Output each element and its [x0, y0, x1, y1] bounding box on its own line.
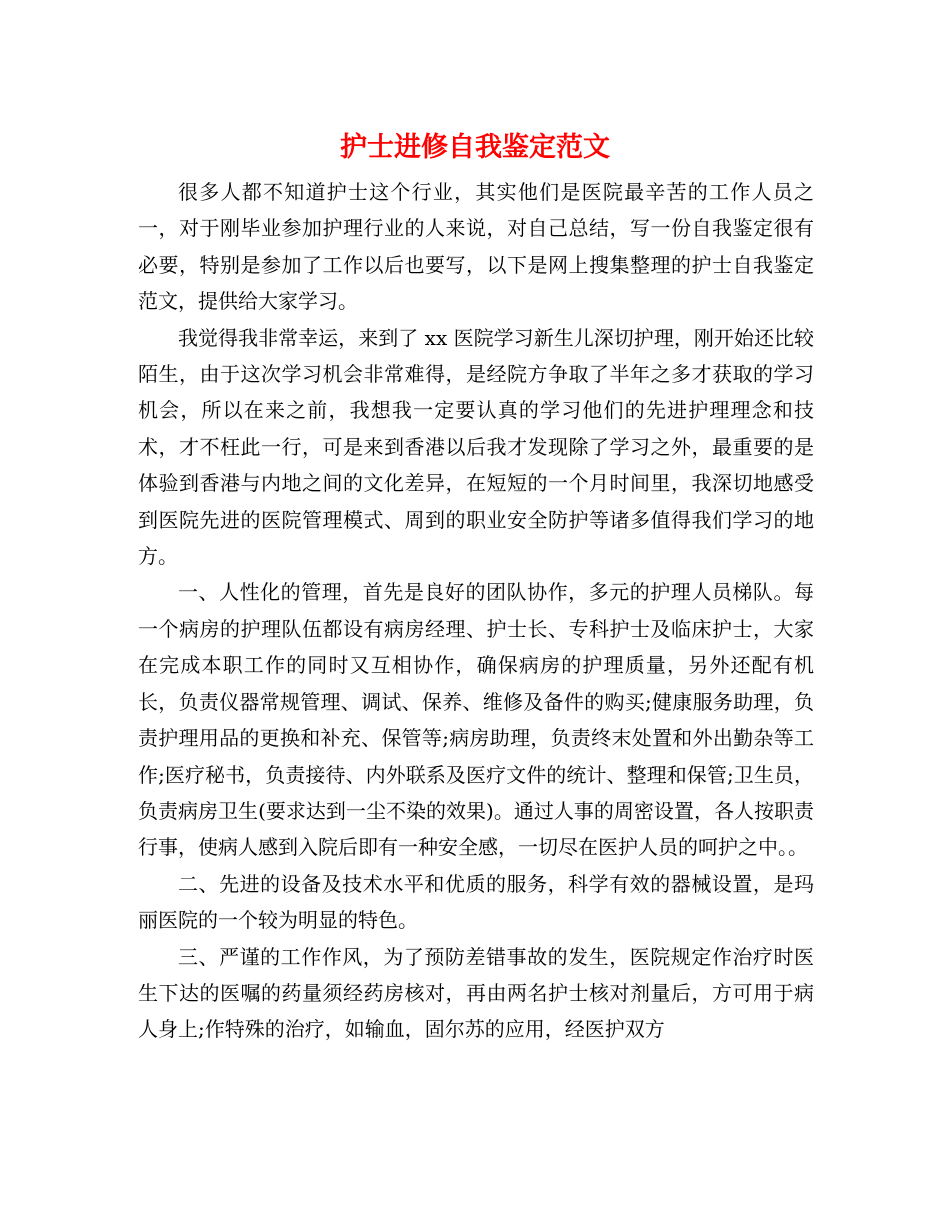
- document-body: [138, 174, 814, 1048]
- document-title: 护士进修自我鉴定范文: [340, 132, 610, 163]
- paragraph-management: 一、人性化的管理，首先是良好的团队协作，多元的护理人员梯队。每一个病房的护理队伍都设有病房经理、护士长、专科护士及临床护士，大家在完成本职工作的同时又互相协作，确保病房的护理质量，另外还配有机长，负责仪器常规管理、调试、保养、维修及备件的购买;健康服务助理，负责护理用品的更换和补充、保管等;病房助理，负责终末处置和外出勤杂等工作;医疗秘书，负责接待、内外联系及医疗文件的统计、整理和保管;卫生员，负责病房卫生(要求达到一尘不染的效果)。通过人事的周密设置，各人按职责行事，使病人感到入院后即有一种安全感，一切尽在医护人员的呵护之中。。: [138, 580, 814, 860]
- paragraph-intro: 很多人都不知道护士这个行业，其实他们是医院最辛苦的工作人员之一，对于刚毕业参加护理行业的人来说，对自己总结，写一份自我鉴定很有必要，特别是参加了工作以后也要写，以下是网上搜集整理的护士自我鉴定范文，提供给大家学习。: [138, 180, 814, 314]
- paragraph-work-style: 三、严谨的工作作风，为了预防差错事故的发生，医院规定作治疗时医生下达的医嘱的药量须经药房核对，再由两名护士核对剂量后，方可用于病人身上;作特殊的治疗，如输血，固尔苏的应用，经医护双方: [138, 944, 814, 1042]
- paragraph-equipment: 二、先进的设备及技术水平和优质的服务，科学有效的器械设置，是玛丽医院的一个较为明显的特色。: [138, 871, 814, 933]
- paragraph-experience: 我觉得我非常幸运，来到了 xx 医院学习新生儿深切护理，刚开始还比较陌生，由于这次学习机会非常难得，是经院方争取了半年之多才获取的学习机会，所以在来之前，我想我一定要认真的学习他们的先进护理理念和技术，才不枉此一行，可是来到香港以后我才发现除了学习之外，最重要的是体验到香港与内地之间的文化差异，在短短的一个月时间里，我深切地感受到医院先进的医院管理模式、周到的职业安全防护等诸多值得我们学习的地方。: [138, 325, 814, 569]
